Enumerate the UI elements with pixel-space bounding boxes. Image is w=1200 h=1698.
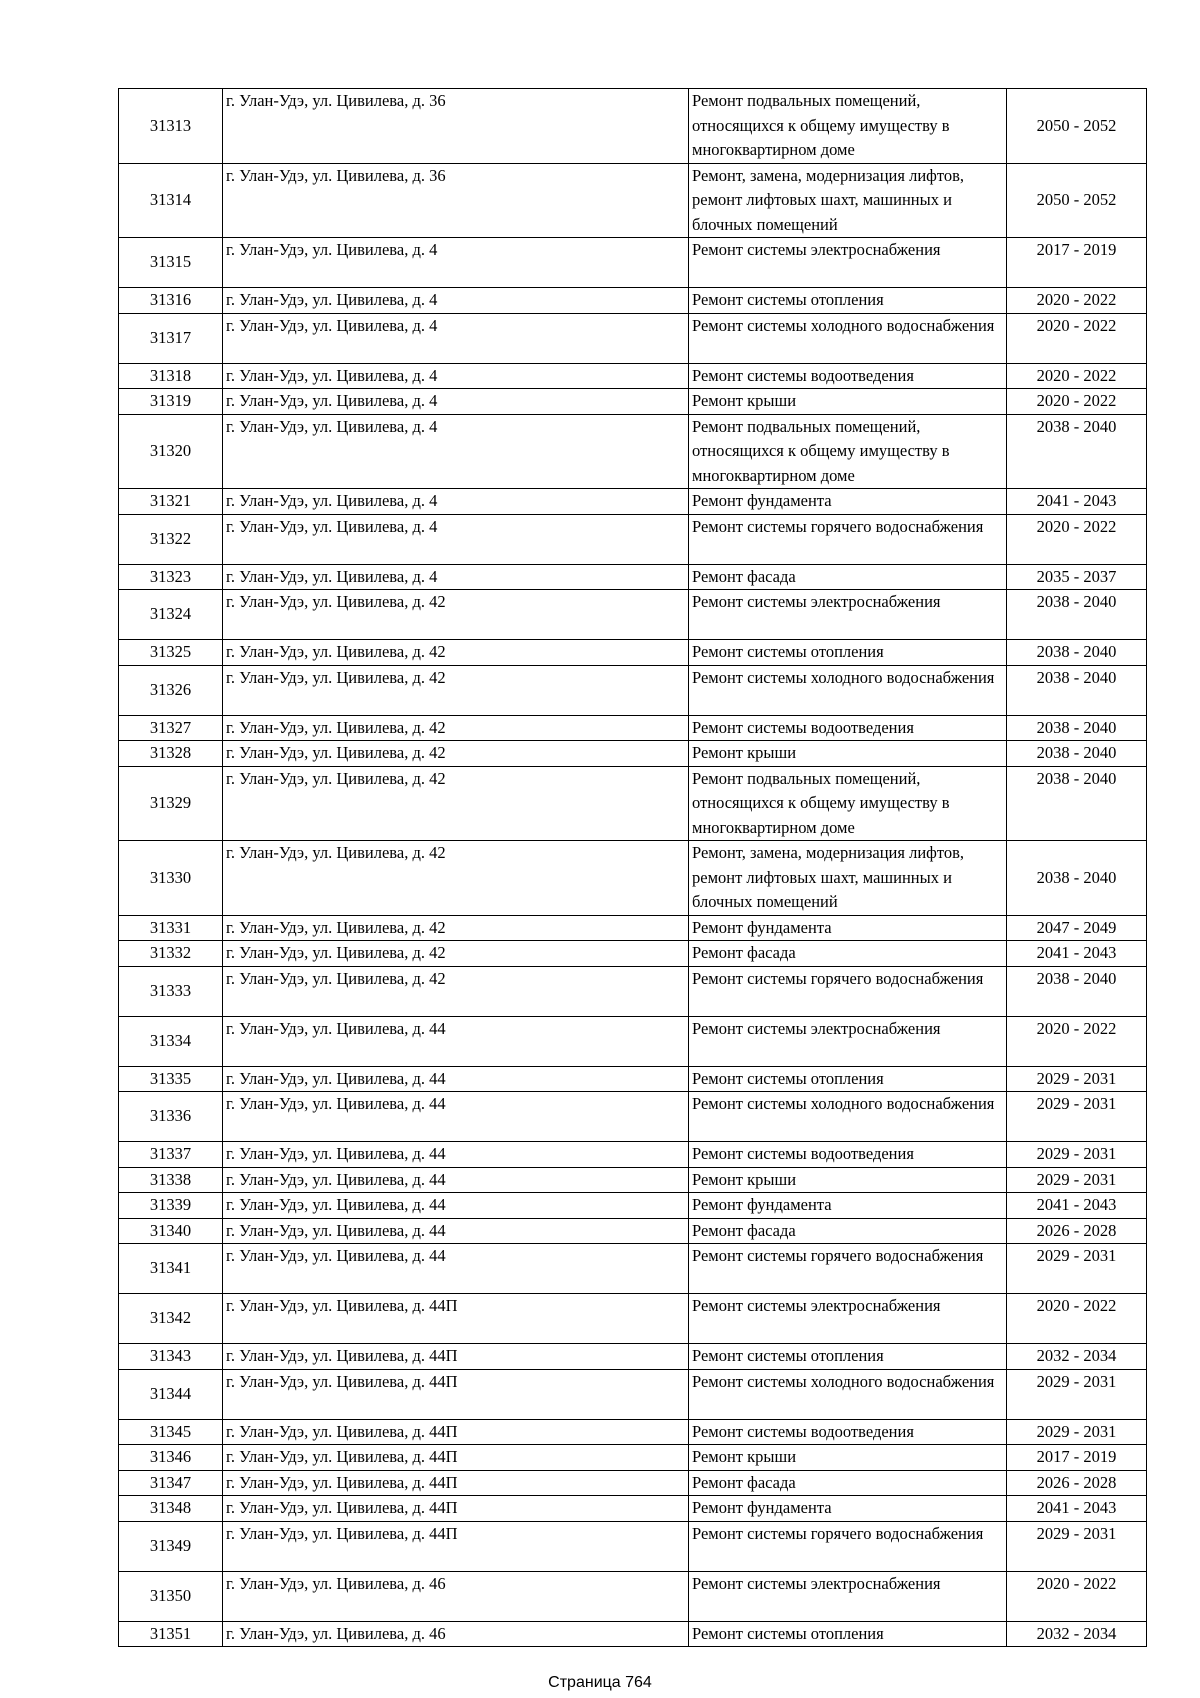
row-number: 31340 bbox=[119, 1218, 223, 1244]
table-row bbox=[119, 640, 1147, 666]
row-period: 2038 - 2040 bbox=[1007, 590, 1147, 640]
row-work-type: Ремонт фундамента bbox=[689, 1193, 1007, 1219]
row-address: г. Улан-Удэ, ул. Цивилева, д. 42 bbox=[223, 715, 689, 741]
row-number: 31313 bbox=[119, 89, 223, 164]
table-row bbox=[119, 1167, 1147, 1193]
row-period: 2029 - 2031 bbox=[1007, 1521, 1147, 1571]
row-period: 2038 - 2040 bbox=[1007, 715, 1147, 741]
row-period: 2041 - 2043 bbox=[1007, 489, 1147, 515]
row-period: 2038 - 2040 bbox=[1007, 841, 1147, 916]
row-address: г. Улан-Удэ, ул. Цивилева, д. 4 bbox=[223, 363, 689, 389]
row-number: 31348 bbox=[119, 1496, 223, 1522]
row-period: 2026 - 2028 bbox=[1007, 1218, 1147, 1244]
row-work-type: Ремонт системы горячего водоснабжения bbox=[689, 1521, 1007, 1571]
row-work-type: Ремонт системы горячего водоснабжения bbox=[689, 514, 1007, 564]
row-number: 31342 bbox=[119, 1294, 223, 1344]
row-period: 2020 - 2022 bbox=[1007, 389, 1147, 415]
table-row bbox=[119, 363, 1147, 389]
table-row bbox=[119, 766, 1147, 841]
row-work-type: Ремонт системы отопления bbox=[689, 640, 1007, 666]
row-number: 31336 bbox=[119, 1092, 223, 1142]
row-number: 31324 bbox=[119, 590, 223, 640]
row-number: 31346 bbox=[119, 1445, 223, 1471]
row-period: 2038 - 2040 bbox=[1007, 741, 1147, 767]
row-address: г. Улан-Удэ, ул. Цивилева, д. 44П bbox=[223, 1521, 689, 1571]
row-period: 2041 - 2043 bbox=[1007, 941, 1147, 967]
row-period: 2038 - 2040 bbox=[1007, 640, 1147, 666]
row-address: г. Улан-Удэ, ул. Цивилева, д. 42 bbox=[223, 741, 689, 767]
row-address: г. Улан-Удэ, ул. Цивилева, д. 4 bbox=[223, 238, 689, 288]
row-period: 2020 - 2022 bbox=[1007, 514, 1147, 564]
row-number: 31316 bbox=[119, 288, 223, 314]
table-row bbox=[119, 313, 1147, 363]
row-number: 31351 bbox=[119, 1621, 223, 1647]
row-work-type: Ремонт системы отопления bbox=[689, 1066, 1007, 1092]
table-row bbox=[119, 1193, 1147, 1219]
row-address: г. Улан-Удэ, ул. Цивилева, д. 44П bbox=[223, 1496, 689, 1522]
table-row bbox=[119, 163, 1147, 238]
row-number: 31326 bbox=[119, 665, 223, 715]
row-address: г. Улан-Удэ, ул. Цивилева, д. 44 bbox=[223, 1218, 689, 1244]
row-address: г. Улан-Удэ, ул. Цивилева, д. 44 bbox=[223, 1193, 689, 1219]
row-period: 2038 - 2040 bbox=[1007, 766, 1147, 841]
row-period: 2050 - 2052 bbox=[1007, 89, 1147, 164]
table-row bbox=[119, 590, 1147, 640]
table-row bbox=[119, 1294, 1147, 1344]
row-work-type: Ремонт, замена, модернизация лифтов, ремонт лифтовых шахт, машинных и блочных помещений bbox=[689, 841, 1007, 916]
row-period: 2047 - 2049 bbox=[1007, 915, 1147, 941]
table-row bbox=[119, 1470, 1147, 1496]
row-address: г. Улан-Удэ, ул. Цивилева, д. 44П bbox=[223, 1294, 689, 1344]
row-address: г. Улан-Удэ, ул. Цивилева, д. 4 bbox=[223, 313, 689, 363]
row-address: г. Улан-Удэ, ул. Цивилева, д. 4 bbox=[223, 564, 689, 590]
table-row bbox=[119, 1142, 1147, 1168]
row-period: 2035 - 2037 bbox=[1007, 564, 1147, 590]
row-address: г. Улан-Удэ, ул. Цивилева, д. 44 bbox=[223, 1167, 689, 1193]
table-row bbox=[119, 564, 1147, 590]
row-work-type: Ремонт системы горячего водоснабжения bbox=[689, 1244, 1007, 1294]
row-period: 2032 - 2034 bbox=[1007, 1621, 1147, 1647]
row-work-type: Ремонт системы электроснабжения bbox=[689, 1571, 1007, 1621]
row-number: 31331 bbox=[119, 915, 223, 941]
row-period: 2017 - 2019 bbox=[1007, 238, 1147, 288]
row-number: 31333 bbox=[119, 966, 223, 1016]
row-number: 31317 bbox=[119, 313, 223, 363]
row-address: г. Улан-Удэ, ул. Цивилева, д. 4 bbox=[223, 414, 689, 489]
table-row bbox=[119, 915, 1147, 941]
row-number: 31343 bbox=[119, 1344, 223, 1370]
row-address: г. Улан-Удэ, ул. Цивилева, д. 42 bbox=[223, 941, 689, 967]
row-number: 31323 bbox=[119, 564, 223, 590]
row-period: 2020 - 2022 bbox=[1007, 313, 1147, 363]
table-row bbox=[119, 966, 1147, 1016]
table-row bbox=[119, 1092, 1147, 1142]
row-address: г. Улан-Удэ, ул. Цивилева, д. 4 bbox=[223, 288, 689, 314]
row-number: 31347 bbox=[119, 1470, 223, 1496]
row-address: г. Улан-Удэ, ул. Цивилева, д. 42 bbox=[223, 966, 689, 1016]
row-period: 2029 - 2031 bbox=[1007, 1092, 1147, 1142]
row-address: г. Улан-Удэ, ул. Цивилева, д. 42 bbox=[223, 665, 689, 715]
row-address: г. Улан-Удэ, ул. Цивилева, д. 42 bbox=[223, 915, 689, 941]
row-number: 31330 bbox=[119, 841, 223, 916]
row-period: 2029 - 2031 bbox=[1007, 1066, 1147, 1092]
row-period: 2029 - 2031 bbox=[1007, 1142, 1147, 1168]
row-number: 31329 bbox=[119, 766, 223, 841]
row-work-type: Ремонт системы электроснабжения bbox=[689, 238, 1007, 288]
row-work-type: Ремонт системы холодного водоснабжения bbox=[689, 1369, 1007, 1419]
table-row bbox=[119, 1066, 1147, 1092]
repair-schedule-table bbox=[118, 88, 1147, 1647]
row-address: г. Улан-Удэ, ул. Цивилева, д. 44П bbox=[223, 1344, 689, 1370]
row-number: 31328 bbox=[119, 741, 223, 767]
row-work-type: Ремонт системы холодного водоснабжения bbox=[689, 1092, 1007, 1142]
row-address: г. Улан-Удэ, ул. Цивилева, д. 42 bbox=[223, 590, 689, 640]
row-work-type: Ремонт крыши bbox=[689, 389, 1007, 415]
row-work-type: Ремонт системы электроснабжения bbox=[689, 1016, 1007, 1066]
row-number: 31334 bbox=[119, 1016, 223, 1066]
row-work-type: Ремонт фасада bbox=[689, 1470, 1007, 1496]
row-period: 2020 - 2022 bbox=[1007, 288, 1147, 314]
row-work-type: Ремонт, замена, модернизация лифтов, ремонт лифтовых шахт, машинных и блочных помещений bbox=[689, 163, 1007, 238]
row-number: 31322 bbox=[119, 514, 223, 564]
row-period: 2050 - 2052 bbox=[1007, 163, 1147, 238]
row-period: 2041 - 2043 bbox=[1007, 1193, 1147, 1219]
row-work-type: Ремонт фасада bbox=[689, 1218, 1007, 1244]
row-work-type: Ремонт системы водоотведения bbox=[689, 1142, 1007, 1168]
row-period: 2032 - 2034 bbox=[1007, 1344, 1147, 1370]
row-work-type: Ремонт фасада bbox=[689, 941, 1007, 967]
row-address: г. Улан-Удэ, ул. Цивилева, д. 44 bbox=[223, 1244, 689, 1294]
page-number: Страница 764 bbox=[548, 1674, 652, 1691]
repair-schedule-table-wrapper bbox=[118, 88, 1146, 1647]
table-row bbox=[119, 288, 1147, 314]
row-number: 31315 bbox=[119, 238, 223, 288]
table-row bbox=[119, 1244, 1147, 1294]
table-row bbox=[119, 1344, 1147, 1370]
row-period: 2017 - 2019 bbox=[1007, 1445, 1147, 1471]
row-work-type: Ремонт фасада bbox=[689, 564, 1007, 590]
table-row bbox=[119, 1369, 1147, 1419]
table-row bbox=[119, 1218, 1147, 1244]
row-period: 2038 - 2040 bbox=[1007, 414, 1147, 489]
row-work-type: Ремонт системы электроснабжения bbox=[689, 1294, 1007, 1344]
table-row bbox=[119, 1621, 1147, 1647]
row-period: 2020 - 2022 bbox=[1007, 1016, 1147, 1066]
table-row bbox=[119, 1571, 1147, 1621]
row-number: 31350 bbox=[119, 1571, 223, 1621]
row-period: 2020 - 2022 bbox=[1007, 1571, 1147, 1621]
table-row bbox=[119, 238, 1147, 288]
row-address: г. Улан-Удэ, ул. Цивилева, д. 46 bbox=[223, 1571, 689, 1621]
table-row bbox=[119, 741, 1147, 767]
row-work-type: Ремонт системы электроснабжения bbox=[689, 590, 1007, 640]
row-address: г. Улан-Удэ, ул. Цивилева, д. 44 bbox=[223, 1016, 689, 1066]
row-number: 31320 bbox=[119, 414, 223, 489]
row-address: г. Улан-Удэ, ул. Цивилева, д. 36 bbox=[223, 163, 689, 238]
row-period: 2026 - 2028 bbox=[1007, 1470, 1147, 1496]
row-address: г. Улан-Удэ, ул. Цивилева, д. 44П bbox=[223, 1369, 689, 1419]
row-work-type: Ремонт крыши bbox=[689, 741, 1007, 767]
row-address: г. Улан-Удэ, ул. Цивилева, д. 42 bbox=[223, 640, 689, 666]
row-work-type: Ремонт системы холодного водоснабжения bbox=[689, 665, 1007, 715]
row-number: 31345 bbox=[119, 1419, 223, 1445]
row-work-type: Ремонт системы отопления bbox=[689, 1344, 1007, 1370]
row-number: 31337 bbox=[119, 1142, 223, 1168]
table-row bbox=[119, 414, 1147, 489]
row-work-type: Ремонт подвальных помещений, относящихся к общему имуществу в многоквартирном доме bbox=[689, 766, 1007, 841]
row-work-type: Ремонт фундамента bbox=[689, 489, 1007, 515]
table-body bbox=[119, 89, 1147, 1647]
row-period: 2020 - 2022 bbox=[1007, 1294, 1147, 1344]
row-work-type: Ремонт крыши bbox=[689, 1445, 1007, 1471]
row-work-type: Ремонт системы водоотведения bbox=[689, 715, 1007, 741]
table-row bbox=[119, 715, 1147, 741]
row-work-type: Ремонт подвальных помещений, относящихся к общему имуществу в многоквартирном доме bbox=[689, 89, 1007, 164]
row-number: 31319 bbox=[119, 389, 223, 415]
row-address: г. Улан-Удэ, ул. Цивилева, д. 44 bbox=[223, 1142, 689, 1168]
row-number: 31321 bbox=[119, 489, 223, 515]
row-address: г. Улан-Удэ, ул. Цивилева, д. 42 bbox=[223, 766, 689, 841]
row-address: г. Улан-Удэ, ул. Цивилева, д. 42 bbox=[223, 841, 689, 916]
row-work-type: Ремонт системы отопления bbox=[689, 288, 1007, 314]
row-address: г. Улан-Удэ, ул. Цивилева, д. 46 bbox=[223, 1621, 689, 1647]
table-row bbox=[119, 1521, 1147, 1571]
row-number: 31325 bbox=[119, 640, 223, 666]
row-work-type: Ремонт системы водоотведения bbox=[689, 363, 1007, 389]
row-number: 31341 bbox=[119, 1244, 223, 1294]
row-number: 31349 bbox=[119, 1521, 223, 1571]
row-period: 2020 - 2022 bbox=[1007, 363, 1147, 389]
row-address: г. Улан-Удэ, ул. Цивилева, д. 4 bbox=[223, 389, 689, 415]
row-number: 31344 bbox=[119, 1369, 223, 1419]
row-address: г. Улан-Удэ, ул. Цивилева, д. 4 bbox=[223, 514, 689, 564]
row-work-type: Ремонт системы холодного водоснабжения bbox=[689, 313, 1007, 363]
row-period: 2029 - 2031 bbox=[1007, 1419, 1147, 1445]
row-work-type: Ремонт крыши bbox=[689, 1167, 1007, 1193]
row-period: 2041 - 2043 bbox=[1007, 1496, 1147, 1522]
row-number: 31314 bbox=[119, 163, 223, 238]
table-row bbox=[119, 1016, 1147, 1066]
table-row bbox=[119, 1496, 1147, 1522]
table-row bbox=[119, 389, 1147, 415]
row-number: 31327 bbox=[119, 715, 223, 741]
row-address: г. Улан-Удэ, ул. Цивилева, д. 44П bbox=[223, 1445, 689, 1471]
table-row bbox=[119, 941, 1147, 967]
table-row bbox=[119, 1419, 1147, 1445]
row-work-type: Ремонт подвальных помещений, относящихся к общему имуществу в многоквартирном доме bbox=[689, 414, 1007, 489]
table-row bbox=[119, 1445, 1147, 1471]
table-row bbox=[119, 89, 1147, 164]
row-work-type: Ремонт системы отопления bbox=[689, 1621, 1007, 1647]
row-number: 31339 bbox=[119, 1193, 223, 1219]
row-address: г. Улан-Удэ, ул. Цивилева, д. 44 bbox=[223, 1092, 689, 1142]
row-period: 2038 - 2040 bbox=[1007, 966, 1147, 1016]
table-row bbox=[119, 841, 1147, 916]
row-number: 31318 bbox=[119, 363, 223, 389]
row-period: 2029 - 2031 bbox=[1007, 1244, 1147, 1294]
row-number: 31335 bbox=[119, 1066, 223, 1092]
table-row bbox=[119, 665, 1147, 715]
row-work-type: Ремонт системы водоотведения bbox=[689, 1419, 1007, 1445]
row-work-type: Ремонт фундамента bbox=[689, 1496, 1007, 1522]
table-row bbox=[119, 514, 1147, 564]
table-row bbox=[119, 489, 1147, 515]
row-work-type: Ремонт фундамента bbox=[689, 915, 1007, 941]
row-period: 2029 - 2031 bbox=[1007, 1167, 1147, 1193]
row-period: 2029 - 2031 bbox=[1007, 1369, 1147, 1419]
row-address: г. Улан-Удэ, ул. Цивилева, д. 44П bbox=[223, 1419, 689, 1445]
row-work-type: Ремонт системы горячего водоснабжения bbox=[689, 966, 1007, 1016]
row-address: г. Улан-Удэ, ул. Цивилева, д. 44 bbox=[223, 1066, 689, 1092]
row-address: г. Улан-Удэ, ул. Цивилева, д. 4 bbox=[223, 489, 689, 515]
row-number: 31338 bbox=[119, 1167, 223, 1193]
row-address: г. Улан-Удэ, ул. Цивилева, д. 44П bbox=[223, 1470, 689, 1496]
row-address: г. Улан-Удэ, ул. Цивилева, д. 36 bbox=[223, 89, 689, 164]
row-number: 31332 bbox=[119, 941, 223, 967]
row-period: 2038 - 2040 bbox=[1007, 665, 1147, 715]
